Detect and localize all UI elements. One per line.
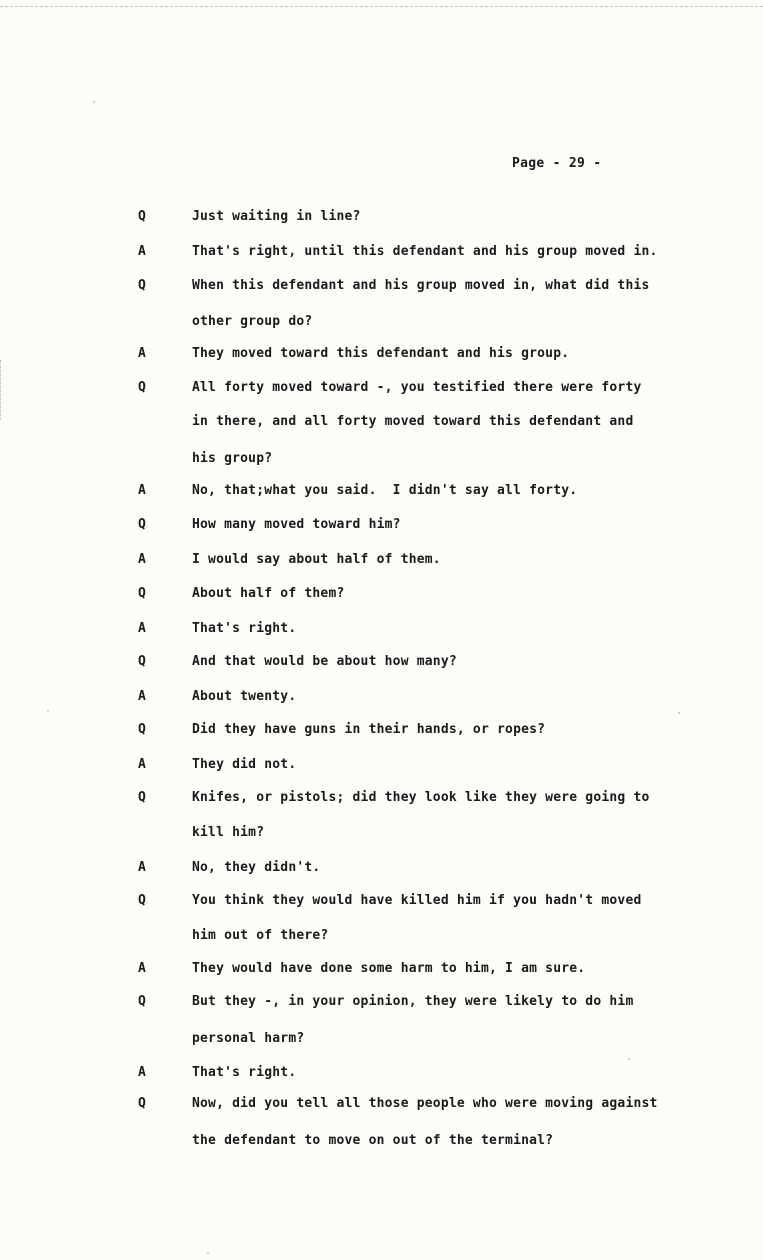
- line-text: Knifes, or pistols; did they look like they were going to: [192, 790, 650, 805]
- speaker-label: Q: [138, 278, 147, 293]
- transcript-line: [0, 891, 763, 911]
- line-text: You think they would have killed him if you hadn't moved: [192, 893, 642, 908]
- speaker-label: Q: [138, 654, 147, 669]
- transcript-line: [0, 515, 763, 535]
- speaker-label: Q: [138, 994, 147, 1009]
- scan-speck: [47, 710, 49, 712]
- line-text: I would say about half of them.: [192, 552, 441, 567]
- transcript-line: [0, 481, 763, 501]
- line-text: All forty moved toward -, you testified there were forty: [192, 380, 642, 395]
- line-text: kill him?: [192, 825, 265, 840]
- speaker-label: Q: [138, 790, 147, 805]
- line-text: How many moved toward him?: [192, 517, 401, 532]
- transcript-line: [0, 720, 763, 740]
- scan-speck: [207, 1252, 209, 1254]
- scan-speck: [93, 101, 95, 103]
- line-text: That's right.: [192, 621, 297, 636]
- transcript-line: [0, 242, 763, 262]
- speaker-label: Q: [138, 893, 147, 908]
- scan-speck: [678, 712, 680, 714]
- transcript-line: [0, 1063, 763, 1083]
- transcript-line: [0, 788, 763, 808]
- transcript-line: [0, 1029, 763, 1049]
- transcript-line: [0, 207, 763, 227]
- transcript-line: [0, 412, 763, 432]
- transcript-line: [0, 1094, 763, 1114]
- transcript-line: [0, 959, 763, 979]
- line-text: About twenty.: [192, 689, 297, 704]
- speaker-label: A: [138, 552, 147, 567]
- transcript-line: [0, 992, 763, 1012]
- speaker-label: A: [138, 483, 147, 498]
- speaker-label: A: [138, 621, 147, 636]
- transcript-line: [0, 1131, 763, 1151]
- line-text: That's right.: [192, 1065, 297, 1080]
- transcript-line: [0, 926, 763, 946]
- speaker-label: A: [138, 757, 147, 772]
- line-text: in there, and all forty moved toward this defendant and: [192, 414, 634, 429]
- scan-speck: [628, 1058, 630, 1060]
- transcript-line: [0, 344, 763, 364]
- line-text: him out of there?: [192, 928, 329, 943]
- line-text: Did they have guns in their hands, or ropes?: [192, 722, 546, 737]
- line-text: They did not.: [192, 757, 297, 772]
- line-text: When this defendant and his group moved in, what did this: [192, 278, 650, 293]
- speaker-label: A: [138, 346, 147, 361]
- transcript-line: [0, 858, 763, 878]
- line-text: And that would be about how many?: [192, 654, 457, 669]
- line-text: They would have done some harm to him, I am sure.: [192, 961, 586, 976]
- transcript-line: [0, 755, 763, 775]
- transcript-line: [0, 584, 763, 604]
- speaker-label: A: [138, 860, 147, 875]
- transcript-line: [0, 619, 763, 639]
- line-text: other group do?: [192, 314, 313, 329]
- line-text: the defendant to move on out of the terminal?: [192, 1133, 554, 1148]
- transcript-line: [0, 550, 763, 570]
- line-text: Now, did you tell all those people who were moving against: [192, 1096, 658, 1111]
- speaker-label: Q: [138, 209, 147, 224]
- transcript-line: [0, 449, 763, 469]
- transcript-line: [0, 687, 763, 707]
- line-text: About half of them?: [192, 586, 345, 601]
- speaker-label: A: [138, 961, 147, 976]
- line-text: They moved toward this defendant and his group.: [192, 346, 570, 361]
- line-text: No, they didn't.: [192, 860, 321, 875]
- speaker-label: Q: [138, 722, 147, 737]
- speaker-label: Q: [138, 380, 147, 395]
- speaker-label: Q: [138, 586, 147, 601]
- transcript-line: [0, 276, 763, 296]
- line-text: That's right, until this defendant and his group moved in.: [192, 244, 658, 259]
- transcript-line: [0, 312, 763, 332]
- speaker-label: A: [138, 689, 147, 704]
- speaker-label: A: [138, 1065, 147, 1080]
- speaker-label: Q: [138, 1096, 147, 1111]
- line-text: personal harm?: [192, 1031, 305, 1046]
- transcript-line: [0, 378, 763, 398]
- speaker-label: Q: [138, 517, 147, 532]
- speaker-label: A: [138, 244, 147, 259]
- page-number: Page - 29 -: [512, 156, 602, 171]
- line-text: But they -, in your opinion, they were likely to do him: [192, 994, 634, 1009]
- transcript-line: [0, 823, 763, 843]
- transcript-line: [0, 652, 763, 672]
- line-text: No, that;what you said. I didn't say all forty.: [192, 483, 578, 498]
- line-text: his group?: [192, 451, 273, 466]
- line-text: Just waiting in line?: [192, 209, 361, 224]
